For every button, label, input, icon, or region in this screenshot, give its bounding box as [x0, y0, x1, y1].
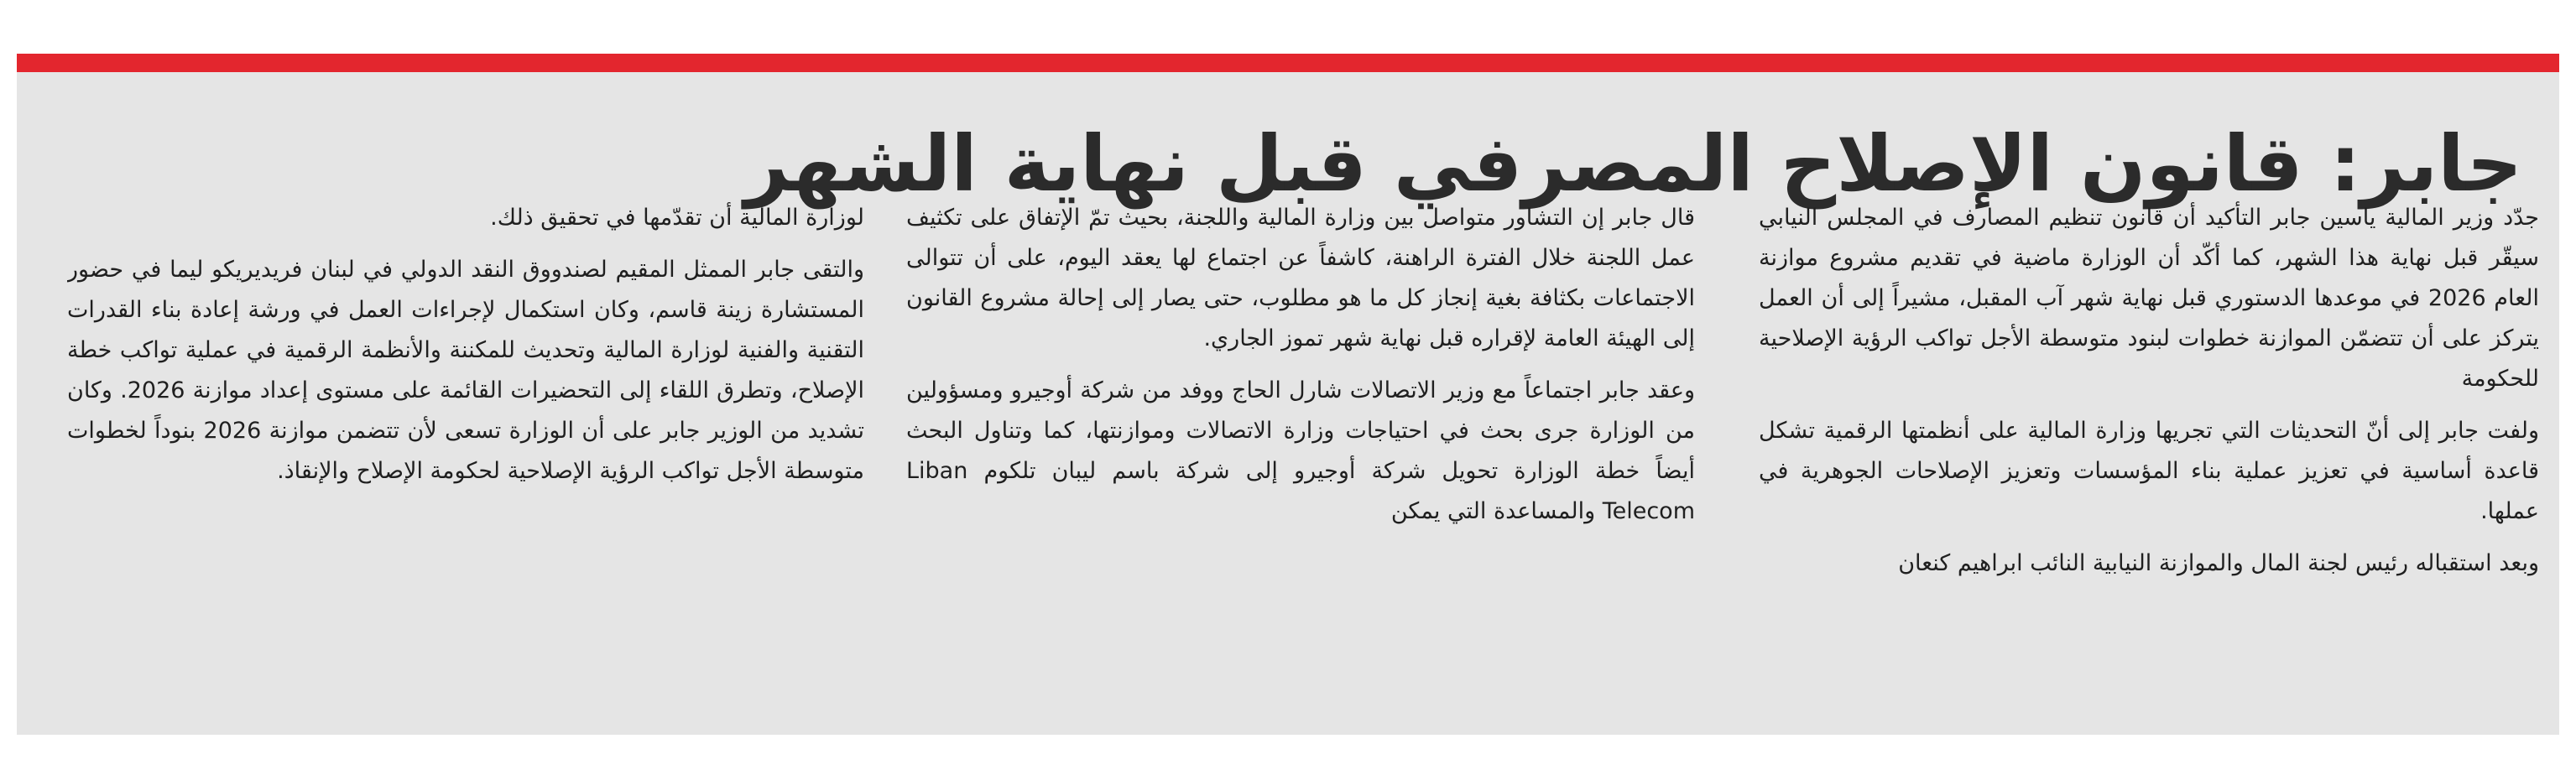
accent-bar [17, 54, 2559, 72]
article-column-2 [906, 198, 1695, 651]
paragraph: جدّد وزير المالية ياسين جابر التأكيد أن قانون تنظيم المصارف في المجلس النيابي سيقّر قبل نهاية هذا الشهر، كما أكّد أن الوزارة ماضية في تقديم مشروع موازنة العام 2026 في موعدها الدستوري قبل نهاية شهر آب المقبل، مشيراً إلى أن العمل يتركز على أن تتضمّن الموازنة خطوات لبنود متوسطة الأجل تواكب الرؤية الإصلاحية للحكومة [1759, 205, 2539, 392]
paragraph: قال جابر إن التشاور متواصل بين وزارة المالية واللجنة، بحيث تمّ الإتفاق على تكثيف عمل اللجنة خلال الفترة الراهنة، كاشفاً عن اجتماع لها يعقد اليوم، على أن تتوالى الاجتماعات بكثافة بغية إنجاز كل ما هو مطلوب، حتى يصار إلى إحالة مشروع القانون إلى الهيئة العامة لإقراره قبل نهاية شهر تموز الجاري. [906, 205, 1695, 351]
article-column-1 [1759, 198, 2539, 651]
article-headline: جابر: قانون الإصلاح المصرفي قبل نهاية الشهر [744, 119, 2522, 209]
paragraph: ولفت جابر إلى أنّ التحديثات التي تجريها وزارة المالية على أنظمتها الرقمية تشكل قاعدة أساسية في تعزيز عملية بناء المؤسسات وتعزيز الإصلاحات الجوهرية في عملها. [1759, 418, 2539, 524]
paragraph: والتقى جابر الممثل المقيم لصندووق النقد الدولي في لبنان فريديريكو ليما في حضور المستشارة زينة قاسم، وكان استكمال لإجراءات العمل في ورشة إعادة بناء القدرات التقنية والفنية لوزارة المالية وتحديث للمكننة والأنظمة الرقمية في عملية تواكب خطة الإصلاح، وتطرق اللقاء إلى التحضيرات القائمة على مستوى إعداد موازنة 2026. وكان تشديد من الوزير جابر على أن الوزارة تسعى لأن تتضمن موازنة 2026 بنوداً لخطوات متوسطة الأجل تواكب الرؤية الإصلاحية لحكومة الإصلاح والإنقاذ. [67, 257, 864, 484]
paragraph: وعقد جابر اجتماعاً مع وزير الاتصالات شارل الحاج ووفد من شركة أوجيرو ومسؤولين من الوزارة جرى بحث في احتياجات وزارة الاتصالات وموازنتها، كما وتناول البحث أيضاً خطة الوزارة تحويل شركة أوجيرو إلى شركة باسم ليبان تلكوم Liban Telecom والمساعدة التي يمكن [906, 377, 1695, 524]
paragraph: لوزارة المالية أن تقدّمها في تحقيق ذلك. [490, 205, 864, 231]
paragraph: وبعد استقباله رئيس لجنة المال والموازنة النيابية النائب ابراهيم كنعان [1898, 550, 2539, 576]
article-column-3 [67, 198, 864, 651]
